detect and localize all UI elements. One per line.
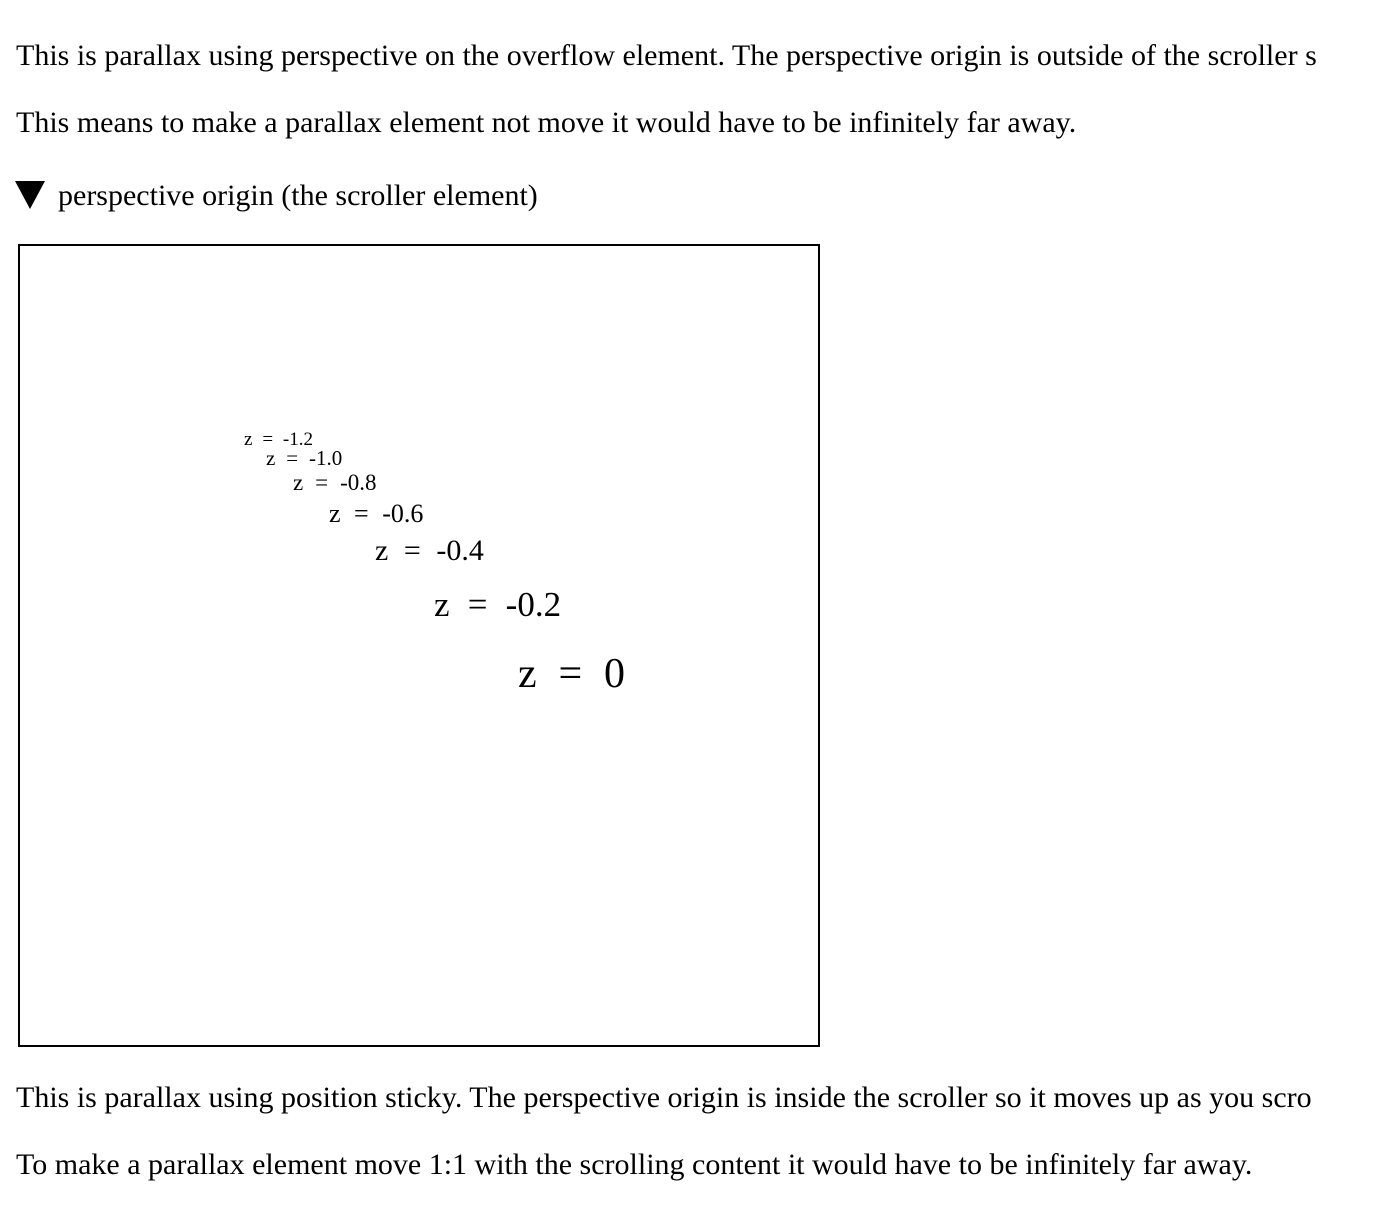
z-label-minus-0-4: z = -0.4	[375, 534, 484, 567]
z-label-minus-0-8: z = -0.8	[293, 470, 377, 495]
perspective-origin-caption	[15, 181, 538, 211]
z-label-minus-1-2: z = -1.2	[244, 429, 313, 450]
footer-line-2: To make a parallax element move 1:1 with the scrolling content it would have to be infinitely far away.	[16, 1148, 1253, 1181]
scroller-box[interactable]	[18, 244, 820, 1047]
footer-line-1: This is parallax using position sticky. The perspective origin is inside the scroller so it moves up as you scro	[16, 1081, 1312, 1114]
z-label-minus-0-2: z = -0.2	[434, 585, 562, 624]
down-triangle-icon	[15, 181, 45, 209]
intro-line-1: This is parallax using perspective on the overflow element. The perspective origin is outside of the scroller s	[16, 39, 1317, 72]
z-label-minus-0-6: z = -0.6	[329, 499, 424, 528]
z-label-zero: z = 0	[518, 651, 626, 697]
perspective-origin-label: perspective origin (the scroller element)	[58, 179, 538, 212]
intro-line-2: This means to make a parallax element not move it would have to be infinitely far away.	[16, 106, 1077, 139]
z-label-minus-1-0: z = -1.0	[266, 446, 343, 470]
